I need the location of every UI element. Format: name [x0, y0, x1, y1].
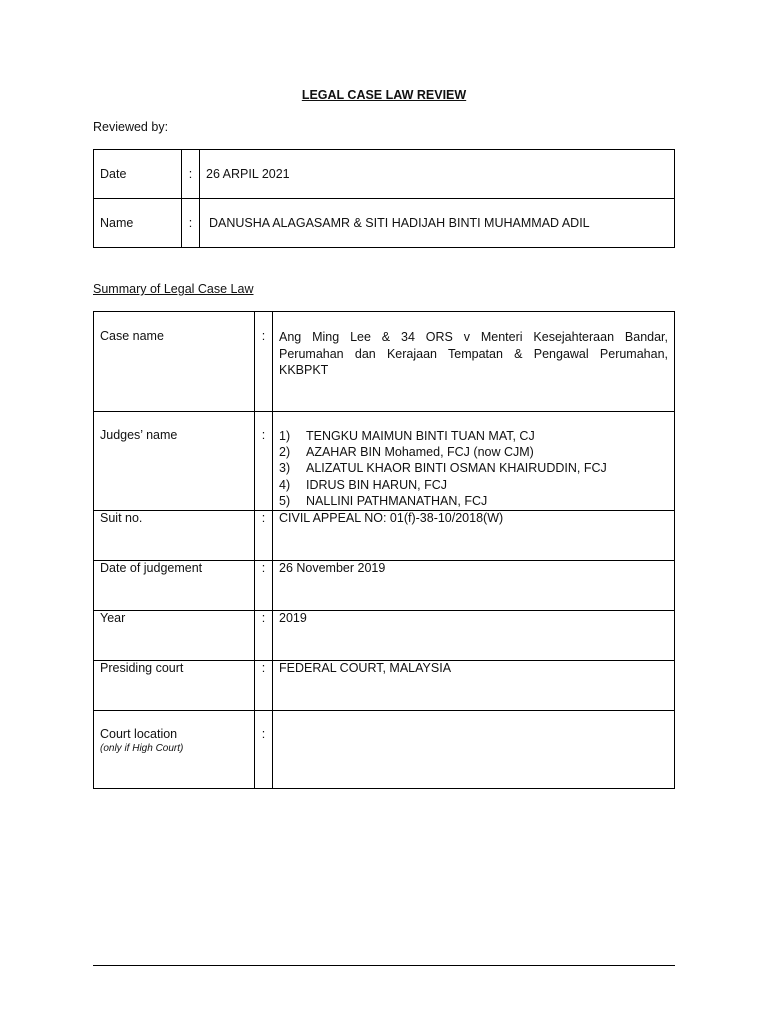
review-name-row — [94, 199, 675, 248]
judgement-date-value: 26 November 2019 — [273, 561, 675, 611]
colon: : — [255, 711, 273, 789]
case-name-row — [94, 312, 675, 412]
reviewed-by-label: Reviewed by: — [93, 120, 169, 134]
review-table — [93, 149, 675, 248]
location-row — [94, 711, 675, 789]
judges-label: Judges’ name — [94, 412, 255, 511]
document-title: LEGAL CASE LAW REVIEW — [301, 88, 467, 102]
judgement-date-label: Date of judgement — [94, 561, 255, 611]
summary-title: Summary of Legal Case Law — [93, 282, 254, 296]
year-row — [94, 611, 675, 661]
judge-item — [279, 493, 668, 509]
suit-value: CIVIL APPEAL NO: 01(f)-38-10/2018(W) — [273, 511, 675, 561]
review-date-row — [94, 150, 675, 199]
location-label: Court location — [100, 727, 178, 741]
judge-name: TENGKU MAIMUN BINTI TUAN MAT, CJ — [306, 429, 535, 443]
judge-number: 1) — [279, 429, 291, 443]
suit-row — [94, 511, 675, 561]
judges-list — [279, 428, 668, 509]
judge-item — [279, 477, 668, 493]
judge-item — [279, 428, 668, 444]
judge-number: 2) — [279, 445, 291, 460]
judges-row — [94, 412, 675, 511]
court-row — [94, 661, 675, 711]
colon: : — [255, 611, 273, 661]
date-label: Date — [94, 150, 182, 199]
year-value: 2019 — [273, 611, 675, 661]
colon: : — [255, 412, 273, 511]
judges-list-cell — [273, 412, 675, 511]
court-label: Presiding court — [94, 661, 255, 711]
judge-name: NALLINI PATHMANATHAN, FCJ — [306, 493, 488, 508]
court-value: FEDERAL COURT, MALAYSIA — [273, 661, 675, 711]
judge-number: 4) — [279, 477, 291, 492]
suit-label: Suit no. — [94, 511, 255, 561]
colon: : — [255, 312, 273, 412]
case-name-label: Case name — [94, 312, 255, 412]
date-value: 26 ARPIL 2021 — [200, 150, 675, 199]
colon: : — [182, 199, 200, 248]
judge-item — [279, 460, 668, 476]
judge-number: 3) — [279, 461, 291, 476]
case-name-value: Ang Ming Lee & 34 ORS v Menteri Kesejahteraan Bandar, Perumahan dan Kerajaan Tempatan & Pengawal Perumahan, KKBPKT — [273, 312, 675, 412]
location-value — [273, 711, 675, 789]
judge-name: ALIZATUL KHAOR BINTI OSMAN KHAIRUDDIN, FCJ — [306, 461, 607, 476]
colon: : — [182, 150, 200, 199]
judge-name: IDRUS BIN HARUN, FCJ — [306, 477, 447, 492]
year-label: Year — [94, 611, 255, 661]
colon: : — [255, 561, 273, 611]
judge-item — [279, 444, 668, 460]
judge-number: 5) — [279, 493, 291, 508]
summary-table — [93, 311, 675, 789]
colon: : — [255, 661, 273, 711]
judge-name: AZAHAR BIN Mohamed, FCJ (now CJM) — [306, 445, 534, 460]
judgement-date-row — [94, 561, 675, 611]
name-value: DANUSHA ALAGASAMR & SITI HADIJAH BINTI MUHAMMAD ADIL — [200, 199, 675, 248]
location-note: (only if High Court) — [100, 743, 184, 754]
colon: : — [255, 511, 273, 561]
name-label: Name — [94, 199, 182, 248]
location-label-cell — [94, 711, 255, 789]
footer-divider — [93, 965, 675, 966]
